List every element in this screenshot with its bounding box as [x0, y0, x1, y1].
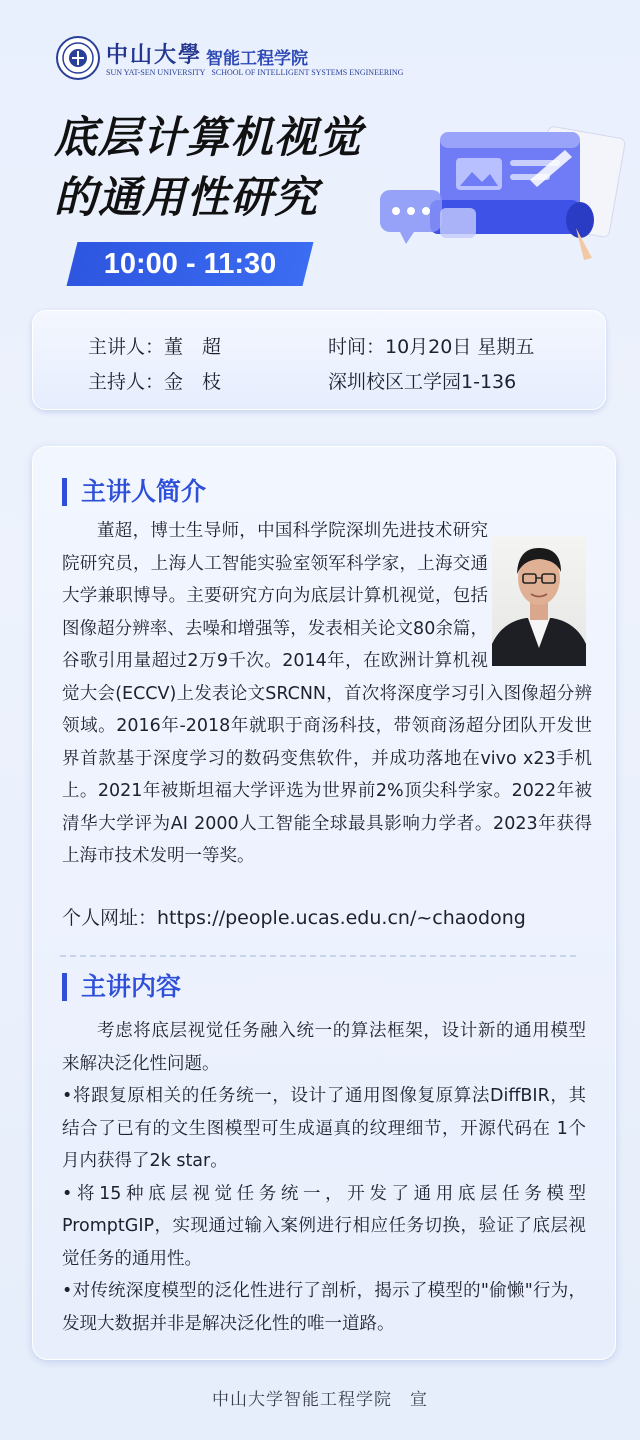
info-card: [32, 310, 606, 410]
school-name-cn: 智能工程学院: [206, 49, 308, 69]
footer-credit: 中山大学智能工程学院 宣: [212, 1390, 428, 1410]
event-title: [54, 108, 362, 228]
bio-paragraph: 董超，博士生导师，中国科学院深圳先进技术研究院研究员，上海人工智能实验室领军科学家，上海交通大学兼职博导。主要研究方向为底层计算机视觉，包括图像超分辨率、去噪和增强等，发表相关论文80余篇，谷歌引用量超过2万9千次。2014年，在欧洲计算机视觉大会(ECCV)上发表论文SRCNN，首次将深度学习引入图像超分辨领域。2016年-2018年就职于商汤科技，带领商汤超分团队开发世界首款基于深度学习的数码变焦软件，并成功落地在vivo x23手机上。2021年被斯坦福大学评选为世界前2%顶尖科学家。2022年被清华大学评为AI 2000人工智能全球最具影响力学者。2023年获得上海市技术发明一等奖。: [62, 521, 592, 866]
university-logo: [56, 36, 100, 80]
university-name-en: SUN YAT-SEN UNIVERSITY SCHOOL OF INTELLIGENT SYSTEMS ENGINEERING: [106, 68, 404, 77]
content-point-1: •将跟复原相关的任务统一，设计了通用图像复原算法DiffBIR，其结合了已有的文生图模型可生成逼真的纹理细节，开源代码在 1个月内获得了2k star。: [62, 1086, 586, 1171]
content-point-3: •对传统深度模型的泛化性进行了剖析，揭示了模型的"偷懒"行为，发现大数据并非是解决泛化性的唯一道路。: [62, 1281, 586, 1334]
event-time: 10:00 - 11:30: [103, 248, 277, 280]
host-label: 主持人：金 枝: [88, 371, 222, 393]
speaker-label: 主讲人：董 超: [88, 336, 222, 358]
content-point-2: •将15种底层视觉任务统一，开发了通用底层任务模型PromptGIP，实现通过输入案例进行相应任务切换，验证了底层视觉任务的通用性。: [62, 1183, 586, 1269]
location-label: 深圳校区工学园1-136: [328, 371, 517, 393]
content-intro: 考虑将底层视觉任务融入统一的算法框架，设计新的通用模型来解决泛化性问题。: [62, 1021, 586, 1074]
bio-text-block: [62, 515, 592, 873]
date-label: 时间：10月20日 星期五: [328, 336, 535, 358]
title-line-1: 底层计算机视觉: [54, 113, 362, 163]
personal-website-link[interactable]: 个人网址：https://people.ucas.edu.cn/~chaodong: [62, 907, 526, 929]
emblem-icon: [60, 40, 96, 76]
content-heading: 主讲内容: [62, 973, 181, 1001]
content-text-block: [62, 1015, 586, 1340]
university-name-cn: 中山大學: [106, 42, 203, 68]
computer-vision-illustration-icon: [380, 110, 630, 270]
section-divider: [60, 955, 576, 957]
header: [56, 36, 456, 84]
bio-heading: 主讲人简介: [62, 478, 206, 506]
title-line-2: 的通用性研究: [54, 173, 318, 223]
